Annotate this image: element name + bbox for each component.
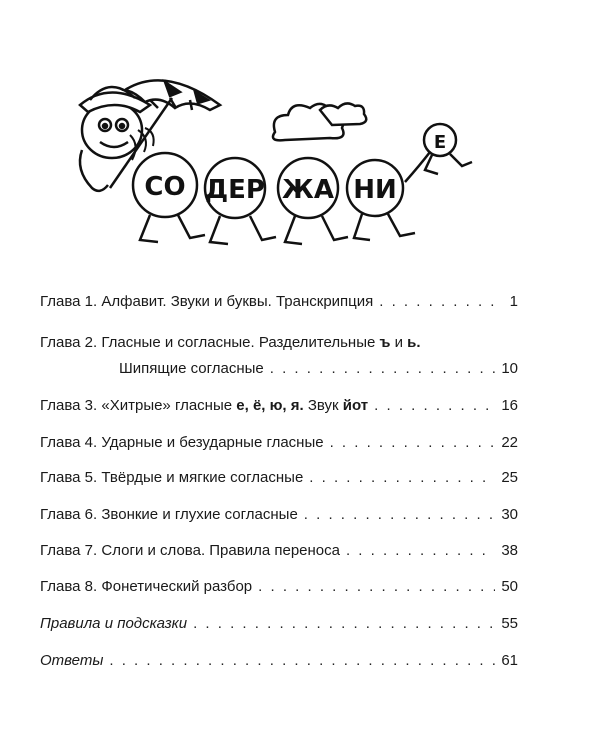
dot-leader <box>346 541 495 561</box>
dot-leader <box>304 505 496 525</box>
toc-entry-chapter-7[interactable] <box>40 541 518 561</box>
chapter-label: Глава 4. <box>40 434 98 451</box>
soft-sign: ь. <box>407 334 421 351</box>
yot-word: йот <box>342 397 369 414</box>
dot-leader <box>109 651 495 671</box>
dot-leader <box>374 396 495 416</box>
toc-entry-answers[interactable] <box>40 651 518 671</box>
chapter-title: Алфавит. Звуки и буквы. Транскрипция <box>101 293 374 310</box>
hard-sign: ъ <box>379 334 391 351</box>
chapter-label: Глава 6. <box>40 506 98 523</box>
page-number: 22 <box>501 434 518 451</box>
chapter-label: Глава 8. <box>40 578 98 595</box>
dot-leader <box>309 468 495 488</box>
contents-caterpillar-illustration <box>70 70 510 255</box>
chapter-title: Слоги и слова. Правила переноса <box>101 542 340 559</box>
sound-word: Звук <box>303 397 343 414</box>
chapter-label: Глава 7. <box>40 542 98 559</box>
heading-syllable: СО <box>144 172 186 202</box>
page-number: 55 <box>501 615 518 632</box>
chapter-label: Глава 2. <box>40 334 98 351</box>
page-number: 1 <box>509 293 518 310</box>
page-number: 50 <box>501 578 518 595</box>
page-number: 10 <box>501 360 518 377</box>
page-number: 25 <box>501 469 518 486</box>
toc-entry-chapter-4[interactable] <box>40 433 518 453</box>
chapter-label: Глава 5. <box>40 469 98 486</box>
cloud-icon <box>273 103 366 140</box>
section-title: Правила и подсказки <box>40 615 188 632</box>
dot-leader <box>193 614 495 634</box>
dot-leader <box>379 292 496 312</box>
conjunction: и <box>390 334 408 351</box>
toc-entry-rules[interactable] <box>40 614 518 634</box>
chapter-title-continued: Шипящие согласные <box>119 360 264 377</box>
page-number: 61 <box>501 652 518 669</box>
chapter-title: Гласные и согласные. Разделительные <box>101 334 376 351</box>
dot-leader <box>330 433 496 453</box>
chapter-title: Звонкие и глухие согласные <box>101 506 298 523</box>
heading-syllable: Е <box>433 132 447 153</box>
toc-entry-chapter-6[interactable] <box>40 505 518 525</box>
toc-entry-chapter-1[interactable] <box>40 292 518 312</box>
chapter-title: Фонетический разбор <box>101 578 253 595</box>
page-number: 30 <box>501 506 518 523</box>
vowel-letters: е, ё, ю, я. <box>236 397 304 414</box>
chapter-label: Глава 3. <box>40 397 98 414</box>
chapter-title: «Хитрые» гласные <box>101 397 233 414</box>
toc-entry-chapter-3[interactable] <box>40 396 518 416</box>
chapter-label: Глава 1. <box>40 293 98 310</box>
dot-leader <box>270 359 496 379</box>
heading-syllable: ЖА <box>282 175 334 205</box>
heading-syllable: ДЕР <box>205 175 265 205</box>
toc-entry-chapter-5[interactable] <box>40 468 518 488</box>
page-number: 16 <box>501 397 518 414</box>
caterpillar-drawing <box>70 70 510 255</box>
section-title: Ответы <box>40 652 104 669</box>
heading-syllable: НИ <box>353 175 397 205</box>
chapter-title: Ударные и безударные гласные <box>101 434 324 451</box>
chapter-title: Твёрдые и мягкие согласные <box>101 469 304 486</box>
toc-entry-chapter-2[interactable] <box>40 333 518 379</box>
toc-entry-chapter-8[interactable] <box>40 577 518 597</box>
dot-leader <box>258 577 495 597</box>
page-number: 38 <box>501 542 518 559</box>
